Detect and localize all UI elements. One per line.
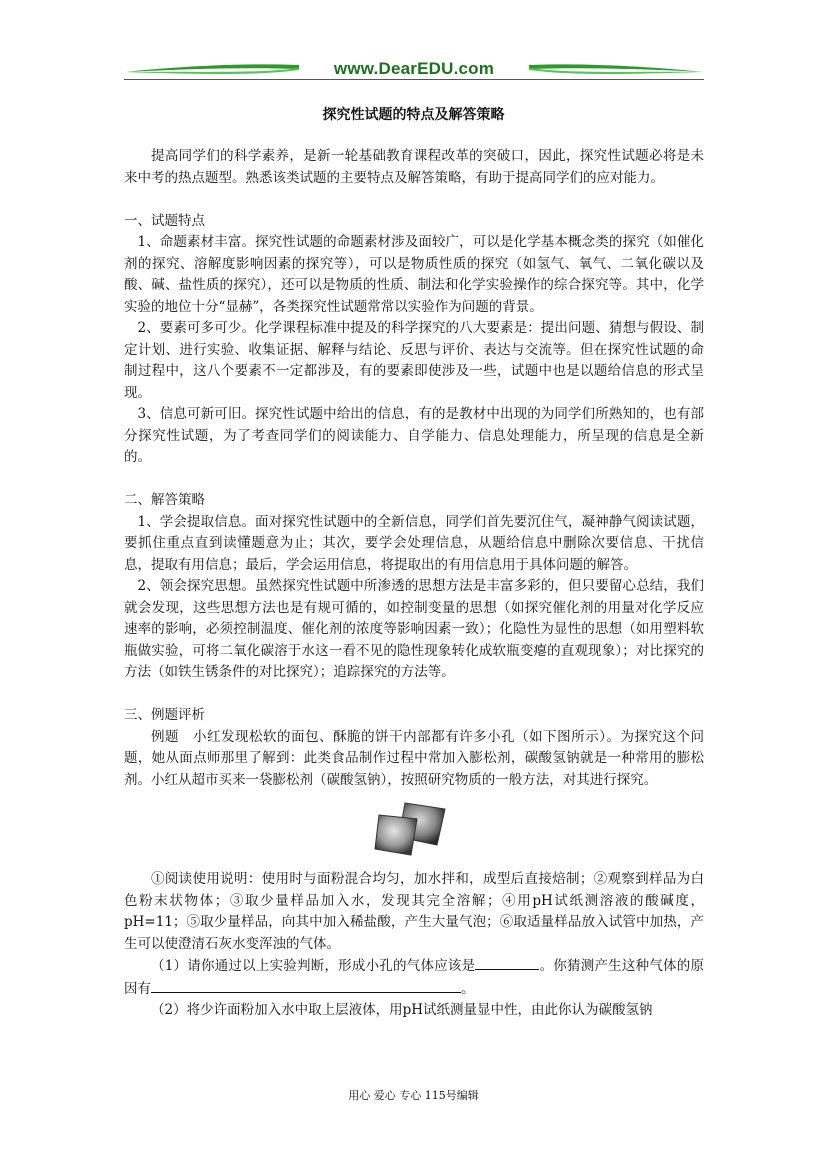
section1-point3: 3、信息可新可旧。探究性试题中给出的信息，有的是教材中出现的为同学们所熟知的，也有部分探究性试题，为了考查同学们的阅读能力、自学能力、信息处理能力，所呈现的信息是全新的。 [124,406,704,465]
section2-point2: 2、领会探究思想。虽然探究性试题中所渗透的思想方法是丰富多彩的，但只要留心总结，我们就会发现，这些思想方法也是有规可循的，如控制变量的思想（如探究催化剂的用量对化学反应速率的影响，必须控制温度、催化剂的浓度等影响因素一致）；化隐性为显性的思想（如用塑料软瓶做实验，可将二氧化碳溶于水这一看不见的隐性现象转化成软瓶变瘪的直观现象）；对比探究的方法（如铁生锈条件的对比探究）；追踪探究的方法等。 [124,578,704,680]
answer-blank-gas[interactable] [475,955,539,970]
site-url: www.DearEDU.com [333,59,495,78]
question-1 [124,955,704,1000]
question-1-part-b: 。你猜测产生这种气体的原因有 [124,958,704,997]
page-footer: 用心 爱心 专心 115号编辑 [348,1089,479,1102]
intro-paragraph: 提高同学们的科学素养，是新一轮基础教育课程改革的突破口，因此，探究性试题必将是未来中考的热点题型。熟悉该类试题的主要特点及解答策略，有助于提高同学们的应对能力。 [124,148,704,186]
section1-point1: 1、命题素材丰富。探究性试题的命题素材涉及面较广，可以是化学基本概念类的探究（如催化剂的探究、溶解度影响因素的探究等），可以是物质性质的探究（如氢气、氧气、二氧化碳以及酸、碱、盐性质的探究），还可以是物质的性质、制法和化学实验操作的综合探究等。其中，化学实验的地位十分“显赫”，各类探究性试题常常以实验作为问题的背景。 [124,234,704,315]
question-1-part-a: （1）请你通过以上实验判断，形成小孔的气体应该是 [151,958,476,974]
steps-paragraph: ①阅读使用说明：使用时与面粉混合均匀，加水拌和，成型后直接焙制；②观察到样品为白色粉末状物体；③取少量样品加入水，发现其完全溶解；④用pH试纸测溶液的酸碱度，pH=11；⑤取少量样品，向其中加入稀盐酸，产生大量气泡；⑥取适量样品放入试管中加热，产生可以使澄清石灰水变浑浊的气体。 [124,871,704,952]
section1-point2: 2、要素可多可少。化学课程标准中提及的科学探究的八大要素是：提出问题、猜想与假设、制定计划、进行实验、收集证据、解释与结论、反思与评价、表达与交流等。但在探究性试题的命制过程中，这八个要素不一定都涉及，有的要素即使涉及一些，试题中也是以题给信息的形式呈现。 [124,320,704,401]
page-title: 探究性试题的特点及解答策略 [322,107,505,123]
section2-point1: 1、学会提取信息。面对探究性试题中的全新信息，同学们首先要沉住气，凝神静气阅读试题，要抓住重点直到读懂题意为止；其次，要学会处理信息，从题给信息中删除次要信息、干扰信息，提取有用信息；最后，学会运用信息，将提取出的有用信息用于具体问题的解答。 [124,513,704,573]
biscuit-figure [124,797,704,861]
question-1-part-c: 。 [461,980,475,997]
document-body [124,146,704,1022]
answer-blank-reason[interactable] [151,978,461,993]
section2-heading: 二、解答策略 [124,492,205,508]
biscuit-image [371,797,451,861]
example-paragraph: 例题 小红发现松软的面包、酥脆的饼干内部都有许多小孔（如下图所示）。为探究这个问题，她从面点师那里了解到：此类食品制作过程中常加入膨松剂，碳酸氢钠就是一种常用的膨松剂。小红从超市买来一袋膨松剂（碳酸氢钠），按照研究物质的一般方法，对其进行探究。 [124,728,704,788]
header-divider [124,79,704,80]
section3-heading: 三、例题评析 [124,707,205,723]
section1-heading: 一、试题特点 [124,212,205,229]
question-2: （2）将少许面粉加入水中取上层液体，用pH试纸测量显中性，由此你认为碳酸氢钠 [151,1002,653,1018]
